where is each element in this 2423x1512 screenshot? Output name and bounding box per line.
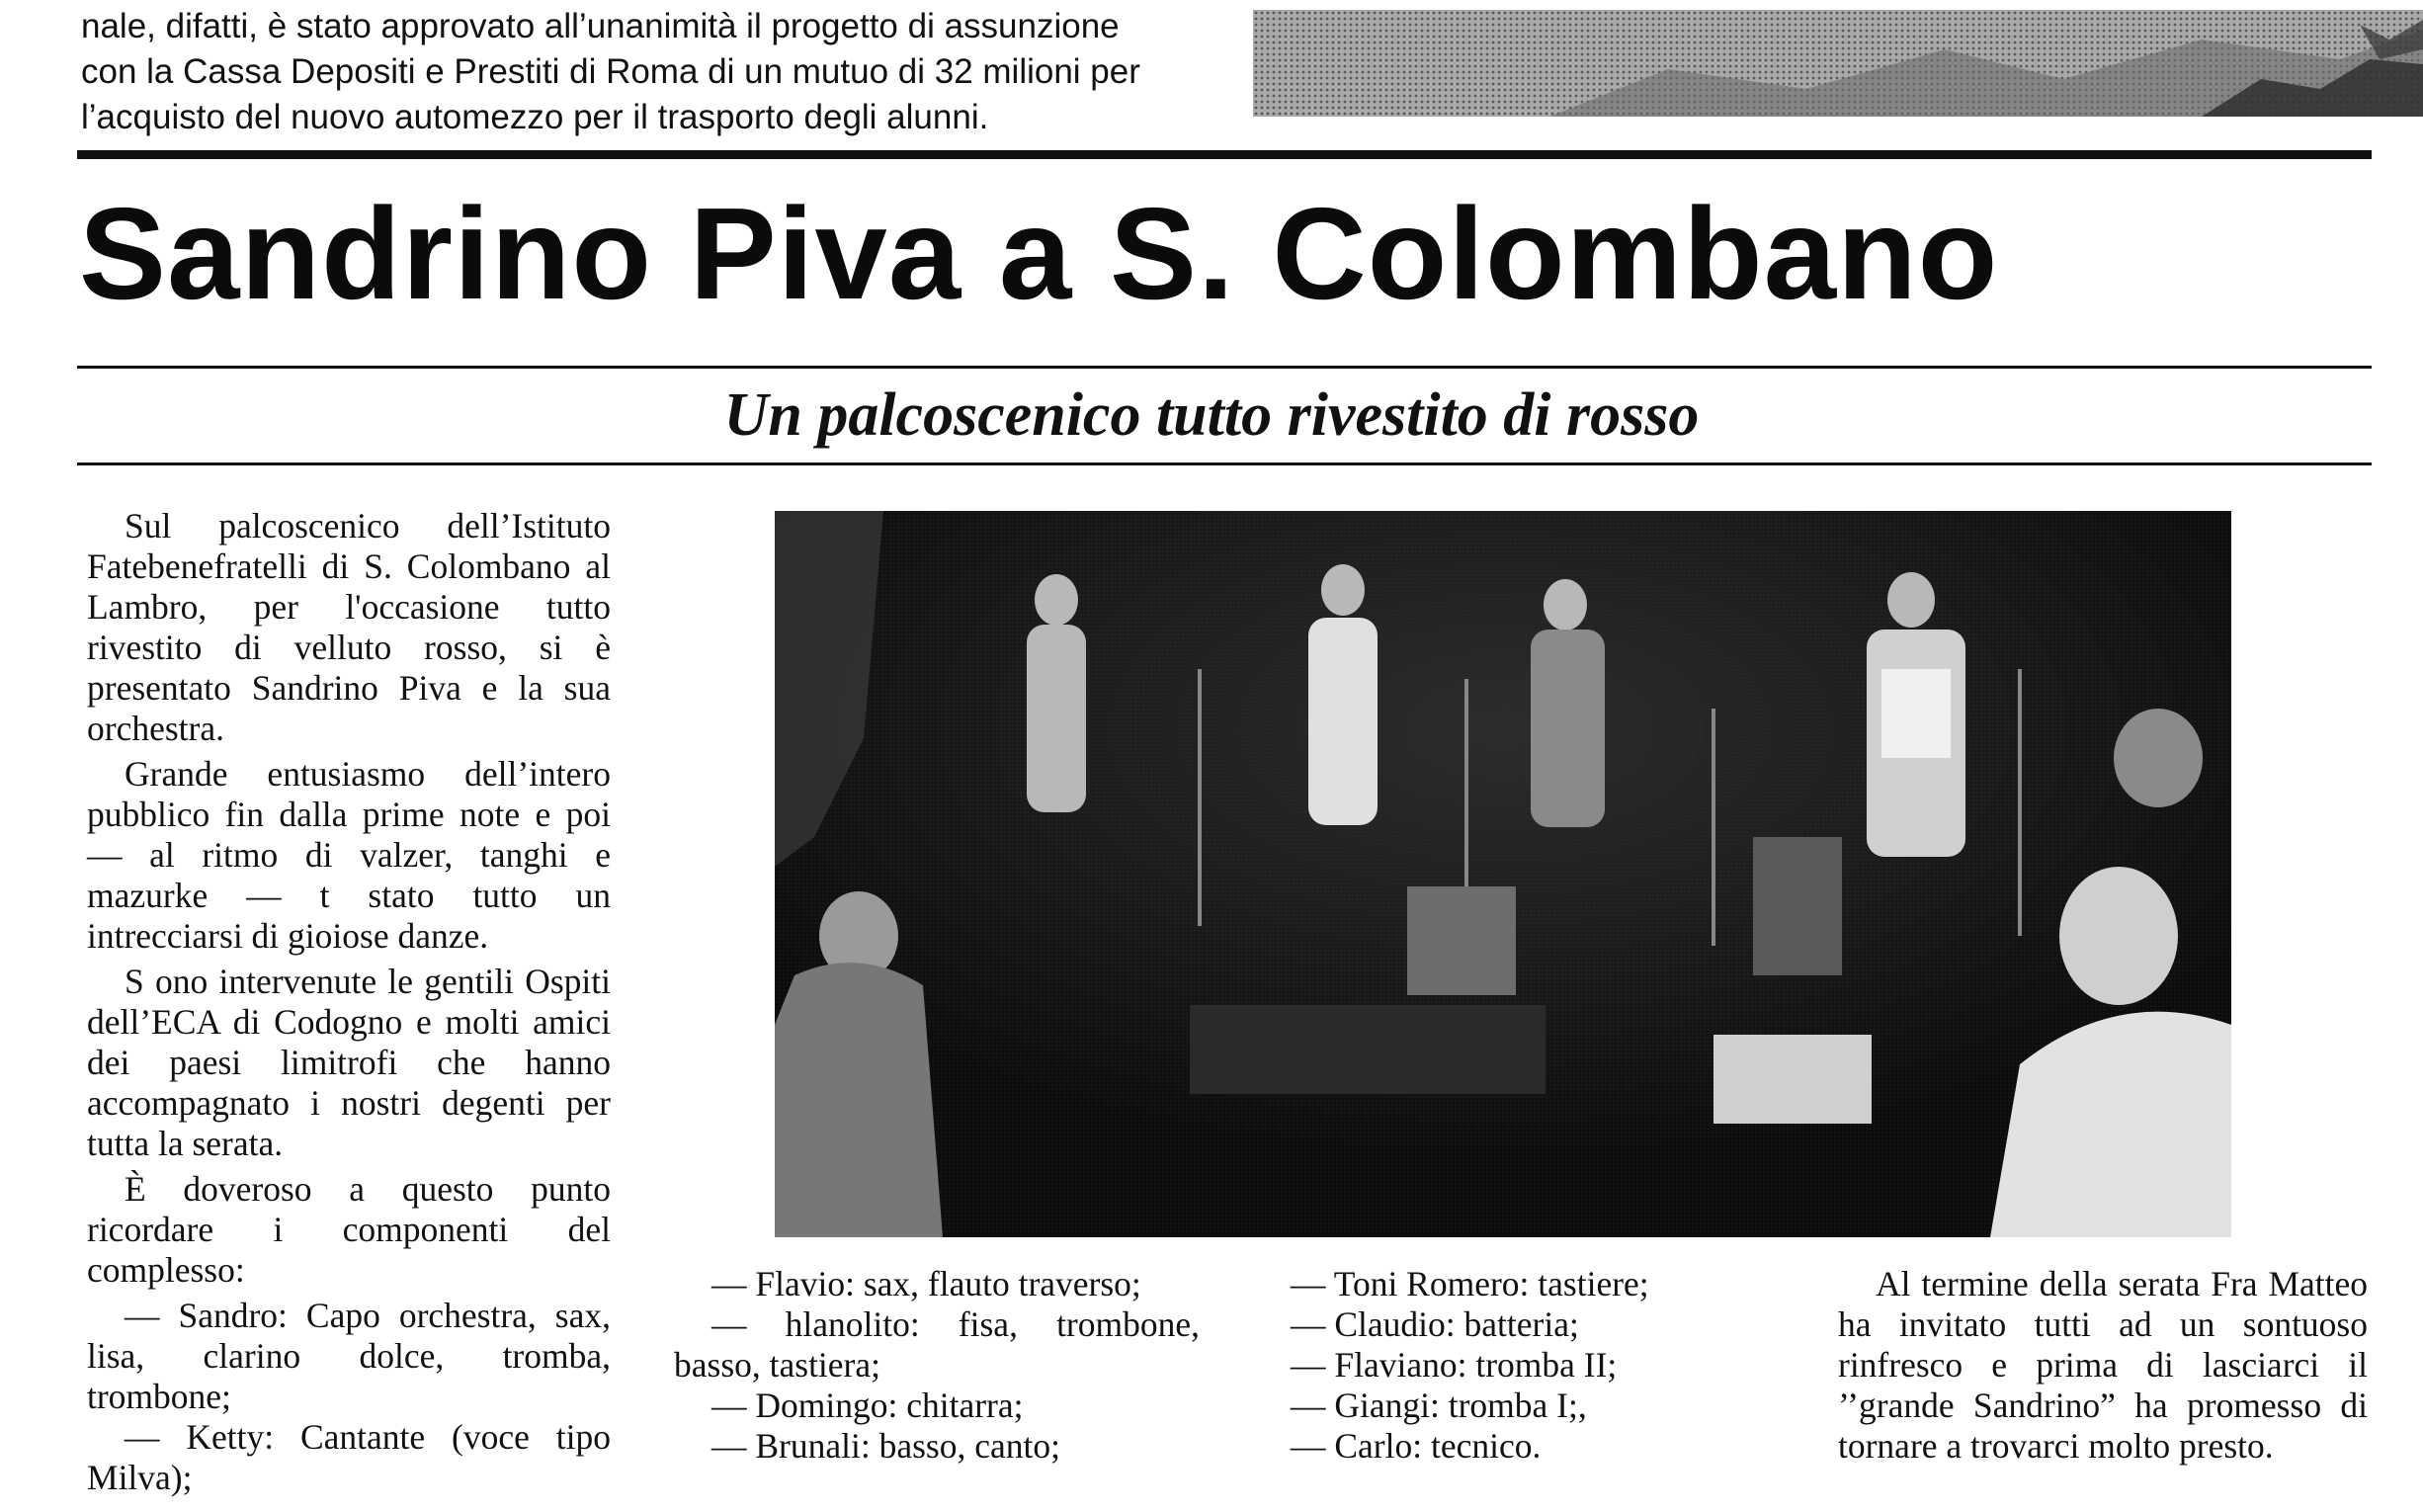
member-item: — Domingo: chitarra; [711, 1386, 1024, 1425]
member-item: — Ketty: Cantante (voce tipo Milva); [87, 1417, 611, 1497]
paragraph: È doveroso a questo punto ricordare i componenti del complesso: [87, 1169, 611, 1290]
previous-article-line: nale, difatti, è stato approvato all’unanimità il progetto di assunzione [81, 7, 1120, 45]
previous-photo-image [1253, 10, 2423, 117]
top-thick-rule [77, 150, 2372, 159]
article-column-3 [1291, 1264, 1824, 1467]
subhead-bottom-rule [77, 462, 2372, 465]
orchestra-photo [775, 511, 2231, 1237]
previous-article-line: l’acquisto del nuovo automezzo per il trasporto degli alunni. [81, 98, 989, 136]
paragraph: Al termine della serata Fra Matteo ha invitato tutti ad un sontuoso rinfresco e prima di lasciarci il ’’grande Sandrino” ha promesso di tornare a trovarci molto presto. [1838, 1264, 2368, 1466]
article-column-4 [1838, 1264, 2368, 1471]
paragraph: Grande entusiasmo dell’intero pubblico fin dalla prime note e poi — al ritmo di valzer, tanghi e mazurke — t stato tutto un intrecciarsi di gioiose danze. [87, 754, 611, 956]
paragraph: Sul palcoscenico dell’Istituto Fatebenefratelli di S. Colombano al Lambro, per l'occasione tutto rivestito di velluto rosso, si è presentato Sandrino Piva e la sua orchestra. [87, 506, 611, 748]
previous-article-text [81, 4, 1227, 140]
member-item: — Flavio: sax, flauto traverso; [711, 1264, 1141, 1303]
member-item: — Claudio: batteria; [1291, 1304, 1579, 1344]
member-item: — Toni Romero: tastiere; [1291, 1264, 1649, 1303]
previous-article-photo [1253, 10, 2423, 117]
headline-bottom-rule [77, 366, 2372, 369]
headline: Sandrino Piva a S. Colombano [79, 181, 1999, 326]
article-column-2 [674, 1264, 1200, 1467]
article-column-1 [87, 506, 611, 1498]
subheadline: Un palcoscenico tutto rivestito di rosso [723, 381, 1700, 449]
member-item: — Carlo: tecnico. [1291, 1426, 1542, 1466]
previous-article-line: con la Cassa Depositi e Prestiti di Roma di un mutuo di 32 milioni per [81, 52, 1140, 91]
member-item: — Sandro: Capo orchestra, sax, lisa, clarino dolce, tromba, trombone; [87, 1296, 611, 1416]
member-item: — hlanolito: fisa, trombone, basso, tastiera; [674, 1304, 1200, 1385]
member-item: — Giangi: tromba I;, [1291, 1386, 1587, 1425]
paragraph: S ono intervenute le gentili Ospiti dell’ECA di Codogno e molti amici dei paesi limitrofi che hanno accompagnato i nostri degenti per tutta la serata. [87, 962, 611, 1163]
member-item: — Flaviano: tromba II; [1291, 1345, 1618, 1385]
member-item: — Brunali: basso, canto; [711, 1426, 1060, 1466]
photo-orchestra-on-stage-icon [775, 511, 2231, 1237]
